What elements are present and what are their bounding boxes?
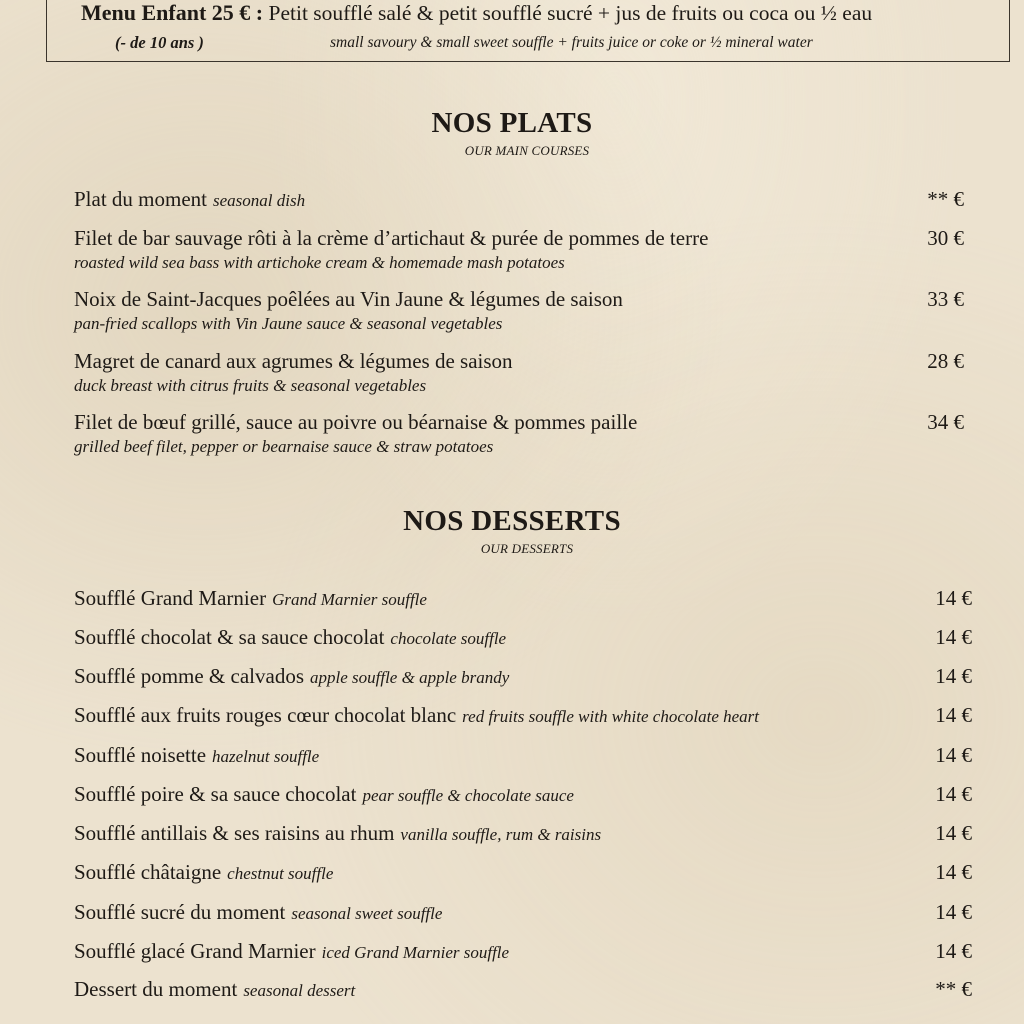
item-price: 14 € — [935, 703, 972, 727]
kids-menu-title: Menu Enfant 25 € : — [81, 0, 264, 25]
item-translation: seasonal dessert — [243, 981, 356, 1000]
dessert-item — [74, 977, 974, 1002]
item-name: Soufflé châtaigne — [74, 860, 222, 884]
menu-item — [74, 349, 974, 396]
dessert-item — [74, 625, 974, 650]
menu-item — [74, 410, 974, 457]
main-courses-subtitle: OUR MAIN COURSES — [464, 143, 590, 158]
kids-menu-description: Petit soufflé salé & petit soufflé sucré + jus de fruits ou coca ou ½ eau — [263, 1, 873, 25]
dessert-item — [74, 743, 974, 768]
item-translation: seasonal dish — [213, 191, 306, 210]
item-translation: pear souffle & chocolate sauce — [362, 786, 574, 805]
item-price: 14 € — [935, 900, 972, 924]
item-price: 33 € — [927, 287, 964, 311]
item-translation: pan-fried scallops with Vin Jaune sauce & seasonal vegetables — [74, 314, 503, 333]
item-translation: grilled beef filet, pepper or bearnaise sauce & straw potatoes — [74, 437, 494, 456]
item-translation: apple souffle & apple brandy — [310, 668, 510, 687]
item-name: Magret de canard aux agrumes & légumes de saison — [74, 349, 513, 373]
item-name: Filet de bœuf grillé, sauce au poivre ou béarnaise & pommes paille — [74, 410, 638, 434]
item-name: Soufflé glacé Grand Marnier — [74, 939, 316, 963]
kids-menu-box — [46, 0, 1010, 62]
item-translation: duck breast with citrus fruits & seasonal vegetables — [74, 376, 427, 395]
item-price: 14 € — [935, 821, 972, 845]
item-name: Soufflé pomme & calvados — [74, 664, 304, 688]
item-name: Soufflé sucré du moment — [74, 900, 286, 924]
item-translation: hazelnut souffle — [212, 747, 320, 766]
dessert-item — [74, 586, 974, 611]
kids-menu-description-en: small savoury & small sweet souffle + fruits juice or coke or ½ mineral water — [330, 34, 813, 51]
item-translation: seasonal sweet souffle — [291, 904, 443, 923]
kids-menu-age-note: (- de 10 ans ) — [115, 33, 204, 52]
item-translation: chestnut souffle — [227, 864, 334, 883]
item-name: Soufflé Grand Marnier — [74, 586, 267, 610]
item-price: 14 € — [935, 939, 972, 963]
desserts-title: NOS DESSERTS — [403, 505, 621, 537]
item-price: 14 € — [935, 586, 972, 610]
item-name: Soufflé aux fruits rouges cœur chocolat blanc — [74, 703, 457, 727]
menu-item — [74, 287, 974, 334]
item-name: Soufflé poire & sa sauce chocolat — [74, 782, 357, 806]
dessert-item — [74, 703, 974, 728]
item-price: 14 € — [935, 782, 972, 806]
item-price: 14 € — [935, 743, 972, 767]
item-price: 14 € — [935, 860, 972, 884]
item-translation: red fruits souffle with white chocolate heart — [462, 707, 760, 726]
dessert-item — [74, 860, 974, 885]
item-name: Soufflé noisette — [74, 743, 207, 767]
item-translation: vanilla souffle, rum & raisins — [400, 825, 602, 844]
dessert-item — [74, 782, 974, 807]
item-name: Filet de bar sauvage rôti à la crème d’artichaut & purée de pommes de terre — [74, 226, 709, 250]
item-translation: chocolate souffle — [390, 629, 507, 648]
item-translation: Grand Marnier souffle — [272, 590, 427, 609]
item-price: 30 € — [927, 226, 964, 250]
menu-item — [74, 226, 974, 273]
dessert-item — [74, 821, 974, 846]
dessert-item — [74, 664, 974, 689]
item-price: 28 € — [927, 349, 964, 373]
item-price: ** € — [935, 977, 972, 1001]
item-price: 14 € — [935, 664, 972, 688]
menu-item — [74, 187, 974, 212]
main-courses-title: NOS PLATS — [431, 107, 593, 139]
desserts-subtitle: OUR DESSERTS — [480, 541, 574, 556]
dessert-item — [74, 900, 974, 925]
kids-menu-line — [81, 0, 872, 26]
dessert-item — [74, 939, 974, 964]
item-name: Soufflé chocolat & sa sauce chocolat — [74, 625, 385, 649]
item-name: Soufflé antillais & ses raisins au rhum — [74, 821, 395, 845]
item-price: ** € — [927, 187, 964, 211]
item-translation: roasted wild sea bass with artichoke cream & homemade mash potatoes — [74, 253, 565, 272]
item-price: 14 € — [935, 625, 972, 649]
item-name: Plat du moment — [74, 187, 207, 211]
item-name: Dessert du moment — [74, 977, 238, 1001]
item-price: 34 € — [927, 410, 964, 434]
item-translation: iced Grand Marnier souffle — [321, 943, 510, 962]
item-name: Noix de Saint-Jacques poêlées au Vin Jaune & légumes de saison — [74, 287, 623, 311]
